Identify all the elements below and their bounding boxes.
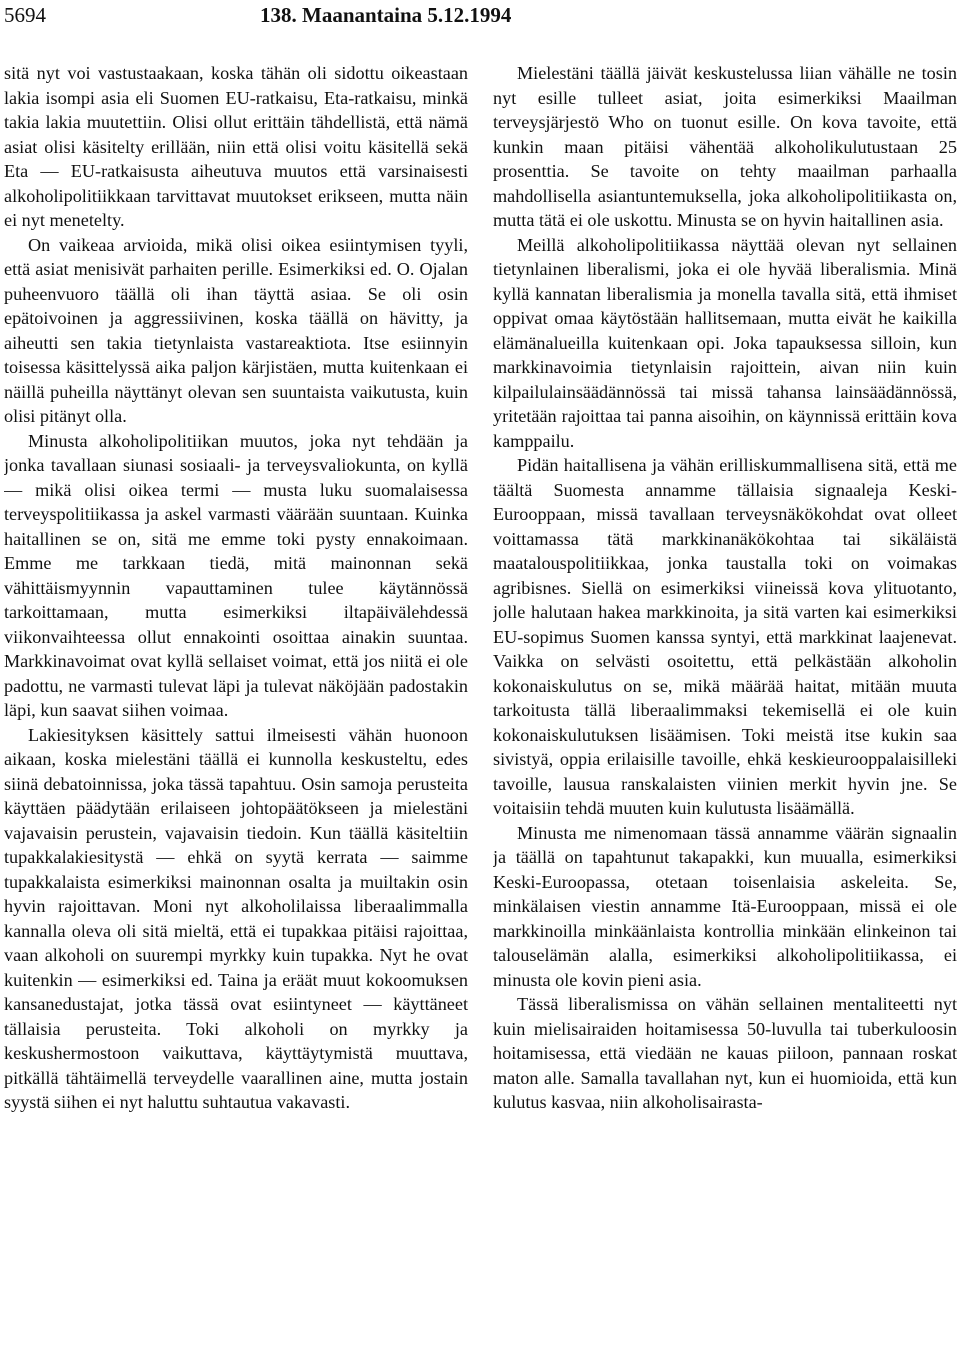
- paragraph: Tässä liberalismissa on vähän sellainen mentaliteetti nyt kuin mielisairaiden hoitamisessa 50-luvulla tai tuberkuloosin hoitamisessa, että viedään ne kauas piiloon, pannaan roskat maton alle. Samalla tavallahan nyt, kun ei huomioida, että kun kulutus kasvaa, niin alkoholisairasta-: [493, 994, 957, 1112]
- paragraph: Minusta alkoholipolitiikan muutos, joka nyt tehdään ja jonka tavallaan siunasi sosiaali- ja terveysvaliokunta, on kyllä — mikä olisi oikea termi — musta luku suomalaisessa terveyspolitiikassa ja askel varmasti väärään suuntaan. Kuinka haitallinen se on, sitä me emme toki pysty ennakoimaan. Emme me tarkkaan tiedä, mitä mainonnan sekä vähittäismyynnin vapauttaminen tulee käytännössä tarkoittamaan, mutta esimerkiksi iltapäivälehdessä viikonvaihteessa ollut ennakointi osoittaa ainakin suuntaa. Markkinavoimat ovat kyllä sellaiset voimat, että jos niitä ei ole padottu, ne varmasti tulevat läpi ja tulevat näköjään padostakin läpi, kun saavat siihen voimaa.: [4, 430, 468, 720]
- page-header: [4, 0, 956, 34]
- page-number: 5694: [4, 3, 46, 27]
- paragraph: Meillä alkoholipolitiikassa näyttää olevan nyt sellainen tietynlainen liberalismi, joka ei ole hyvää liberalismia. Minä kyllä kannatan liberalismia ja monella tavalla sitä, että ihmiset oppivat omaa käytöstään hallitsemaan, mutta eivät he kaikilla elämänalueilla kuitenkaan opi. Joka tapauksessa silloin, kun markkinavoimia tietynlaisin rajoittein, aivan niin kuin kilpailulainsäädännössä tai missä tahansa lainsäädännössä, yritetään rajoittaa tai panna aisoihin, on käynnissä erittäin kova kamppailu.: [493, 234, 957, 451]
- paragraph: Lakiesityksen käsittely sattui ilmeisesti vähän huonoon aikaan, koska mielestäni täällä ei kunnolla keskusteltu, edes siinä debatoinnissa, joka tässä tapahtuu. Osin samoja perusteita käyttäen päädytään erilaiseen johtopäätökseen ja mielestäni vajavaisin perustein, vajavaisin tiedoin. Kun täällä käsiteltiin tupakkalakiesitystä — ehkä on syytä kerrata — saimme tupakkalaista esimerkiksi mainonnan osalta ja muiltakin osin hyvin rajoittavan. Moni nyt alkoholilaissa liberaalimmalla kannalla oleva oli sitä mieltä, että ei tupakkaa pitäisi rajoittaa, vaan alkoholi on suurempi myrkky kuin tupakka. Nyt he ovat kuitenkin — esimerkiksi ed. Taina ja eräät muut kokoomuksen kansanedustajat, jotka tässä ovat esiintyneet — käyttäneet tällaisia perusteita. Toki alkoholi on myrkky ja keskushermostoon vaikuttava, käyttäytymistä muuttava, pitkällä tähtäimellä terveydelle vaarallinen aine, mutta jostain syystä siihen ei nyt haluttu suhtautua vakavasti.: [4, 724, 468, 1112]
- paragraph: Minusta me nimenomaan tässä annamme väärän signaalin ja täällä on tapahtunut takapakki, kun muualla, esimerkiksi Keski-Euroopassa, otetaan toisenlaisia askeleita. Se, minkälaisen viestin annamme Itä-Eurooppaan, missä ei ole markkinoilla minkäänlaista kontrollia minkään elinkeinon tai talouselämän alalla, esimerkiksi alkoholipolitiikassa, ei minusta ole kovin pieni asia.: [493, 822, 957, 990]
- paragraph: Mielestäni täällä jäivät keskustelussa liian vähälle ne tosin nyt esille tulleet asiat, joita esimerkiksi Maailman terveysjärjestö Who on tuonut esille. On kova tavoite, että kunkin maan pitäisi vähentää alkoholikulutustaan 25 prosenttia. Se tavoite on tehty maailman parhaalla mahdollisella asiantuntemuksella, joka alkoholipolitiikasta on, mutta tätä ei ole uskottu. Minusta se on hyvin haitallinen asia.: [493, 63, 957, 230]
- right-text-column: [493, 61, 957, 1343]
- paragraph: sitä nyt voi vastustaakaan, koska tähän oli sidottu oikeastaan lakia isompi asia eli Suomen EU-ratkaisu, Eta-ratkaisu, minkä takia lakia muutettiin. Olisi ollut erittäin tähdellistä, että nämä asiat olisi käsitelty erillään, niin että olisi voitu käsitellä sekä Eta — EU-ratkaisusta aiheutuva muutos että varsinaisesti alkoholipolitiikkaan tarvittavat muutokset erikseen, mutta näin ei nyt menetelty.: [4, 63, 468, 230]
- paragraph: Pidän haitallisena ja vähän erilliskummallisena sitä, että me täältä Suomesta annamme tällaisia signaaleja Keski-Eurooppaan, missä tavallaan terveysnäkökohdat ovat olleet voittamassa tätä markkinanäkökohtaa tai sikäläistä maatalouspolitiikkaa, jonka taustalla toki on voimakas agribisnes. Siellä on esimerkiksi viineissä kova ylituotanto, jolle halutaan hakea markkinoita, ja sitä varten kai esimerkiksi EU-sopimus Suomen kanssa syntyi, että markkinat laajenevat. Vaikka on selvästi osoitettu, että pelkästään alkoholin kokonaiskulutus on se, mikä määrää haitat, mitään muuta tarkoitusta tällä liberaalimmaksi tekemisellä ei ole kuin kokonaiskulutuksen lisäämisen. Toki meistä itse kukin saa sivistyä, oppia erilaisille tavoille, ehkä keskieurooppalaisilleki tavoille, lausua ranskalaisten viinien merkit hyvin jne. Se voitaisiin tehdä muuten kuin kulutusta lisäämällä.: [493, 455, 957, 818]
- left-text-column: [4, 61, 468, 1343]
- session-date-heading: 138. Maanantaina 5.12.1994: [260, 3, 512, 27]
- paragraph: On vaikeaa arvioida, mikä olisi oikea esiintymisen tyyli, että asiat menisivät parhaiten perille. Esimerkiksi ed. O. Ojalan puheenvuoro täällä oli ihan täyttä asiaa. Se oli osin epätoivoinen ja aggressiivinen, koska täällä on hävitty, ja aiheutti sen takia tietynlaista vastareaktiota. Itse esiinnyin toisessa käsittelyssä aika paljon kärjistäen, mutta kuitenkaan ei näillä puheilla näyttänyt olevan sen suuntaista vaikutusta, kuin olisi pitänyt olla.: [4, 234, 468, 426]
